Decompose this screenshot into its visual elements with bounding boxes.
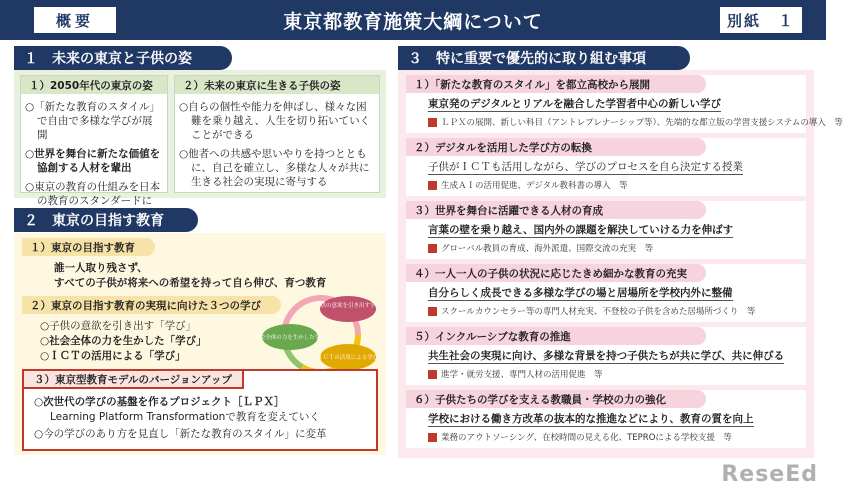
priority-sub-text: スクールカウンセラー等の専門人材充実、不登校の子供を含めた居場所づくり 等 — [441, 307, 756, 317]
bullet-square-icon — [428, 370, 437, 379]
model-upgrade-box — [22, 369, 378, 451]
priority-sub — [428, 368, 603, 380]
priority-sub-text: 業務のアウトソーシング、在校時間の見える化、TEPROによる学校支援 等 — [441, 433, 732, 443]
section3-panel — [398, 70, 843, 458]
three-learnings-cycle-diagram — [254, 295, 382, 375]
model-line: ○今の学びのあり方を見直し「新たな教育のスタイル」に変革 — [34, 428, 327, 440]
priority-main: 共生社会の実現に向け、多様な背景を持つ子供たちが共に学び、共に伸びる — [428, 350, 785, 362]
col2-item: ○他者への共感や思いやりを持つとともに、自己を確立し、多様な人々が共に生きる社会の実現に寄与する — [179, 148, 370, 188]
priority-item — [406, 201, 806, 259]
priority-sub-text: グローバル教員の育成、海外派遣、国際交流の充実 等 — [441, 244, 654, 254]
priority-main: 自分らしく成長できる多様な学びの場と居場所を学校内外に整備 — [428, 287, 733, 299]
priority-sub-text: ＬＰＸの展開、新しい科目（アントレプレナーシップ等）、先端的な都立版の学習支援システムの導入 等 — [441, 118, 843, 128]
priority-sub — [428, 242, 653, 254]
header-bar — [0, 0, 826, 40]
priority-item — [406, 138, 806, 196]
s2-head-goal: １）東京の目指す教育 — [22, 238, 155, 256]
section1-title: １ 未来の東京と子供の姿 — [14, 46, 232, 70]
priority-sub — [428, 305, 755, 317]
bullet-square-icon — [428, 181, 437, 190]
priority-main: 子供がＩＣＴも活用しながら、学びのプロセスを自ら決定する授業 — [428, 161, 743, 173]
section3-title: ３ 特に重要で優先的に取り組む事項 — [398, 46, 690, 70]
col1-item: ○世界を舞台に新たな価値を協創する人材を輩出 — [25, 148, 161, 174]
priority-item — [406, 75, 843, 133]
learning-item: ○社会全体の力を生かした「学び」 — [40, 335, 207, 347]
priority-sub-text: 生成ＡＩの活用促進、デジタル教科書の導入 等 — [441, 181, 628, 191]
learning-item: ○子供の意欲を引き出す「学び」 — [40, 320, 197, 332]
bullet-square-icon — [428, 244, 437, 253]
model-line: Learning Platform Transformationで教育を変えていく — [50, 411, 320, 423]
priority-sub-text: 進学・就労支援、専門人材の活用促進 等 — [441, 370, 603, 380]
s2-head-model: ３）東京型教育モデルのバージョンアップ — [22, 369, 244, 389]
priority-sub — [428, 179, 628, 191]
priority-item — [406, 264, 806, 322]
priority-sub — [428, 431, 732, 443]
priority-head: ５）インクルーシブな教育の推進 — [406, 327, 706, 345]
learning-item: ○ＩＣＴの活用による「学び」 — [40, 350, 186, 362]
model-line: ○次世代の学びの基盤を作るプロジェクト［ＬＰＸ］ — [34, 396, 285, 408]
cycle-node-motivation — [320, 296, 376, 322]
bullet-square-icon — [428, 307, 437, 316]
col2-head: ２）未来の東京に生きる子供の姿 — [175, 76, 379, 94]
priority-item — [406, 390, 806, 448]
col1-item: ○東京の教育の仕組みを日本の教育のスタンダードに — [25, 181, 161, 207]
bullet-square-icon — [428, 118, 437, 127]
cycle-label-society: 社会全体の力を生かした学び — [254, 335, 326, 341]
priority-main: 東京発のデジタルとリアルを融合した学習者中心の新しい学び — [428, 98, 721, 110]
col1-head: １）2050年代の東京の姿 — [21, 76, 167, 94]
section1-panel — [14, 70, 386, 207]
section2-panel — [14, 233, 386, 455]
bullet-square-icon — [428, 433, 437, 442]
priority-head: １）「新たな教育のスタイル」を都立高校から展開 — [406, 75, 706, 93]
section1-col2 — [174, 75, 380, 193]
priority-head: ２）デジタルを活用した学び方の転換 — [406, 138, 706, 156]
priority-head: ６）子供たちの学びを支える教職員・学校の力の強化 — [406, 390, 706, 408]
overview-label: 概要 — [34, 7, 116, 33]
goal-text-line1: 誰一人取り残さず、 — [54, 262, 148, 274]
section2-title: ２ 東京の目指す教育 — [14, 208, 198, 232]
page-title: 東京都教育施策大綱について — [283, 10, 543, 33]
priority-main: 学校における働き方改革の抜本的な推進などにより、教育の質を向上 — [428, 413, 754, 425]
priority-head: ４）一人一人の子供の状況に応じたきめ細かな教育の充実 — [406, 264, 706, 282]
col2-item: ○自らの個性や能力を伸ばし、様々な困難を乗り越え、人生を切り拓いていくことができる — [179, 101, 371, 141]
attachment-label: 別紙 １ — [720, 7, 802, 33]
goal-text-line2: すべての子供が将来への希望を持って自ら伸び、育つ教育 — [54, 277, 327, 289]
s2-head-learnings: ２）東京の目指す教育の実現に向けた３つの学び — [22, 296, 281, 314]
col1-item: ○「新たな教育のスタイル」で自由で多様な学びが展開 — [25, 101, 160, 141]
cycle-label-motivation: 子供の意欲を引き出す学び — [314, 303, 382, 309]
priority-item — [406, 327, 806, 385]
priority-main: 言葉の壁を乗り越え、国内外の課題を解決していける力を伸ばす — [428, 224, 734, 236]
cycle-label-ict: ＩＣＴの活用による学び — [317, 355, 379, 361]
section1-col1 — [20, 75, 168, 207]
resed-logo: ReseEd — [721, 462, 818, 487]
priority-sub — [428, 116, 843, 128]
priority-head: ３）世界を舞台に活躍できる人材の育成 — [406, 201, 706, 219]
